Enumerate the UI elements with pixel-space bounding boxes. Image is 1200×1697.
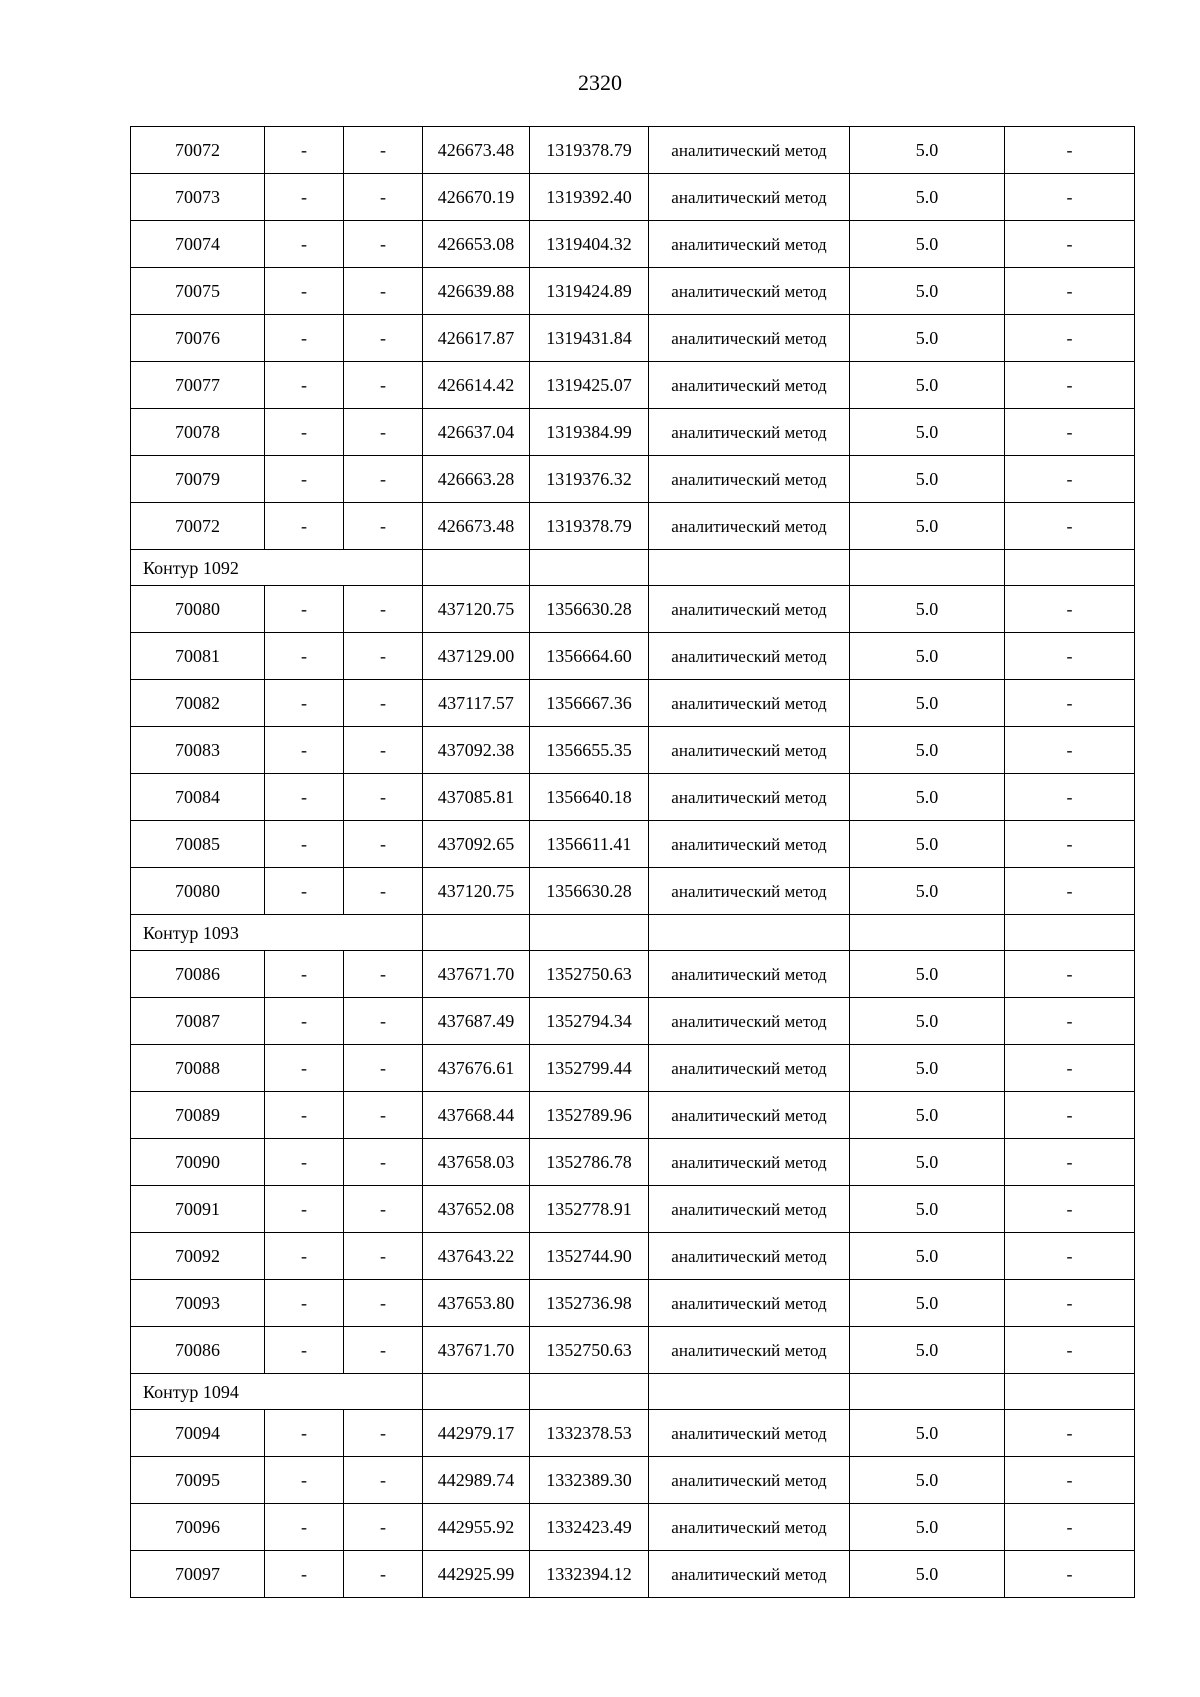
point-number-cell: 70084: [131, 774, 265, 821]
coordinate-x-cell: 437092.65: [423, 821, 530, 868]
dash-cell: -: [344, 821, 423, 868]
method-cell: аналитический метод: [649, 998, 850, 1045]
point-number-cell: 70085: [131, 821, 265, 868]
description-cell: -: [1005, 633, 1135, 680]
dash-cell: -: [344, 456, 423, 503]
coordinate-x-cell: 426653.08: [423, 221, 530, 268]
point-number-cell: 70087: [131, 998, 265, 1045]
table-row: [131, 633, 1135, 680]
table-row: [131, 1410, 1135, 1457]
dash-cell: -: [344, 680, 423, 727]
dash-cell: -: [265, 1410, 344, 1457]
table-row: [131, 586, 1135, 633]
method-cell: аналитический метод: [649, 409, 850, 456]
coordinate-x-cell: 442925.99: [423, 1551, 530, 1598]
dash-cell: -: [265, 868, 344, 915]
point-number-cell: 70079: [131, 456, 265, 503]
coordinate-y-cell: 1356667.36: [530, 680, 649, 727]
coordinate-x-cell: 426639.88: [423, 268, 530, 315]
description-cell: -: [1005, 821, 1135, 868]
empty-cell: [423, 1374, 530, 1410]
accuracy-cell: 5.0: [850, 727, 1005, 774]
description-cell: -: [1005, 503, 1135, 550]
accuracy-cell: 5.0: [850, 1551, 1005, 1598]
coordinate-x-cell: 426663.28: [423, 456, 530, 503]
description-cell: -: [1005, 315, 1135, 362]
coordinate-y-cell: 1356630.28: [530, 868, 649, 915]
accuracy-cell: 5.0: [850, 221, 1005, 268]
coordinate-x-cell: 437676.61: [423, 1045, 530, 1092]
description-cell: -: [1005, 1186, 1135, 1233]
dash-cell: -: [265, 1045, 344, 1092]
dash-cell: -: [265, 221, 344, 268]
coordinate-y-cell: 1356655.35: [530, 727, 649, 774]
description-cell: -: [1005, 268, 1135, 315]
coordinate-y-cell: 1352744.90: [530, 1233, 649, 1280]
method-cell: аналитический метод: [649, 868, 850, 915]
coordinate-x-cell: 437687.49: [423, 998, 530, 1045]
coordinate-y-cell: 1352786.78: [530, 1139, 649, 1186]
point-number-cell: 70073: [131, 174, 265, 221]
coordinate-y-cell: 1319378.79: [530, 503, 649, 550]
contour-label: Контур 1094: [131, 1374, 423, 1410]
accuracy-cell: 5.0: [850, 680, 1005, 727]
empty-cell: [850, 1374, 1005, 1410]
description-cell: -: [1005, 868, 1135, 915]
dash-cell: -: [265, 998, 344, 1045]
table-row: [131, 821, 1135, 868]
accuracy-cell: 5.0: [850, 868, 1005, 915]
table-row: [131, 1139, 1135, 1186]
empty-cell: [530, 915, 649, 951]
method-cell: аналитический метод: [649, 586, 850, 633]
accuracy-cell: 5.0: [850, 127, 1005, 174]
coordinate-x-cell: 426637.04: [423, 409, 530, 456]
empty-cell: [649, 915, 850, 951]
coordinate-x-cell: 426673.48: [423, 127, 530, 174]
empty-cell: [530, 1374, 649, 1410]
coordinate-y-cell: 1332423.49: [530, 1504, 649, 1551]
accuracy-cell: 5.0: [850, 1504, 1005, 1551]
point-number-cell: 70093: [131, 1280, 265, 1327]
point-number-cell: 70096: [131, 1504, 265, 1551]
empty-cell: [1005, 1374, 1135, 1410]
coordinate-y-cell: 1356611.41: [530, 821, 649, 868]
coordinate-y-cell: 1352799.44: [530, 1045, 649, 1092]
dash-cell: -: [265, 362, 344, 409]
coordinate-y-cell: 1319424.89: [530, 268, 649, 315]
accuracy-cell: 5.0: [850, 1327, 1005, 1374]
dash-cell: -: [265, 1186, 344, 1233]
dash-cell: -: [265, 1457, 344, 1504]
coordinate-x-cell: 437653.80: [423, 1280, 530, 1327]
description-cell: -: [1005, 1045, 1135, 1092]
description-cell: -: [1005, 774, 1135, 821]
dash-cell: -: [265, 1327, 344, 1374]
description-cell: -: [1005, 362, 1135, 409]
coordinate-y-cell: 1319425.07: [530, 362, 649, 409]
dash-cell: -: [265, 1233, 344, 1280]
dash-cell: -: [265, 456, 344, 503]
coordinate-y-cell: 1352789.96: [530, 1092, 649, 1139]
coordinate-x-cell: 437120.75: [423, 868, 530, 915]
contour-label: Контур 1093: [131, 915, 423, 951]
empty-cell: [1005, 915, 1135, 951]
dash-cell: -: [265, 127, 344, 174]
point-number-cell: 70092: [131, 1233, 265, 1280]
point-number-cell: 70088: [131, 1045, 265, 1092]
description-cell: -: [1005, 456, 1135, 503]
accuracy-cell: 5.0: [850, 1186, 1005, 1233]
coordinate-x-cell: 437658.03: [423, 1139, 530, 1186]
table-row: [131, 503, 1135, 550]
dash-cell: -: [265, 586, 344, 633]
coordinate-y-cell: 1332378.53: [530, 1410, 649, 1457]
empty-cell: [649, 550, 850, 586]
coordinate-y-cell: 1319378.79: [530, 127, 649, 174]
accuracy-cell: 5.0: [850, 1092, 1005, 1139]
accuracy-cell: 5.0: [850, 1410, 1005, 1457]
empty-cell: [649, 1374, 850, 1410]
dash-cell: -: [344, 503, 423, 550]
dash-cell: -: [344, 268, 423, 315]
table-row: [131, 774, 1135, 821]
point-number-cell: 70086: [131, 951, 265, 998]
dash-cell: -: [344, 1457, 423, 1504]
description-cell: -: [1005, 680, 1135, 727]
dash-cell: -: [344, 951, 423, 998]
coordinate-y-cell: 1356664.60: [530, 633, 649, 680]
method-cell: аналитический метод: [649, 1327, 850, 1374]
description-cell: -: [1005, 1551, 1135, 1598]
coordinate-y-cell: 1332389.30: [530, 1457, 649, 1504]
method-cell: аналитический метод: [649, 633, 850, 680]
description-cell: -: [1005, 127, 1135, 174]
method-cell: аналитический метод: [649, 1457, 850, 1504]
coordinate-x-cell: 437092.38: [423, 727, 530, 774]
coordinate-x-cell: 437668.44: [423, 1092, 530, 1139]
coordinate-y-cell: 1352736.98: [530, 1280, 649, 1327]
coordinate-y-cell: 1319392.40: [530, 174, 649, 221]
dash-cell: -: [265, 1504, 344, 1551]
coordinate-y-cell: 1319431.84: [530, 315, 649, 362]
coordinate-x-cell: 437643.22: [423, 1233, 530, 1280]
table-row: [131, 362, 1135, 409]
method-cell: аналитический метод: [649, 1045, 850, 1092]
accuracy-cell: 5.0: [850, 1280, 1005, 1327]
empty-cell: [530, 550, 649, 586]
coordinate-x-cell: 437671.70: [423, 951, 530, 998]
dash-cell: -: [344, 221, 423, 268]
empty-cell: [423, 915, 530, 951]
method-cell: аналитический метод: [649, 221, 850, 268]
dash-cell: -: [344, 174, 423, 221]
dash-cell: -: [344, 409, 423, 456]
method-cell: аналитический метод: [649, 680, 850, 727]
dash-cell: -: [265, 1280, 344, 1327]
description-cell: -: [1005, 1280, 1135, 1327]
dash-cell: -: [344, 1327, 423, 1374]
table-row: [131, 456, 1135, 503]
dash-cell: -: [265, 1139, 344, 1186]
point-number-cell: 70097: [131, 1551, 265, 1598]
description-cell: -: [1005, 1092, 1135, 1139]
method-cell: аналитический метод: [649, 727, 850, 774]
dash-cell: -: [344, 774, 423, 821]
accuracy-cell: 5.0: [850, 774, 1005, 821]
description-cell: -: [1005, 586, 1135, 633]
description-cell: -: [1005, 951, 1135, 998]
accuracy-cell: 5.0: [850, 503, 1005, 550]
table-body: [131, 127, 1135, 1598]
method-cell: аналитический метод: [649, 1186, 850, 1233]
table-row: [131, 1233, 1135, 1280]
table-row: [131, 221, 1135, 268]
dash-cell: -: [265, 633, 344, 680]
coordinate-x-cell: 426670.19: [423, 174, 530, 221]
point-number-cell: 70083: [131, 727, 265, 774]
table-row: [131, 1551, 1135, 1598]
page-number: 2320: [578, 70, 622, 95]
coordinate-y-cell: 1332394.12: [530, 1551, 649, 1598]
description-cell: -: [1005, 998, 1135, 1045]
coordinate-x-cell: 426673.48: [423, 503, 530, 550]
dash-cell: -: [265, 1092, 344, 1139]
description-cell: -: [1005, 174, 1135, 221]
description-cell: -: [1005, 1139, 1135, 1186]
contour-header-row: [131, 1374, 1135, 1410]
point-number-cell: 70077: [131, 362, 265, 409]
accuracy-cell: 5.0: [850, 362, 1005, 409]
dash-cell: -: [344, 998, 423, 1045]
dash-cell: -: [344, 1233, 423, 1280]
dash-cell: -: [265, 409, 344, 456]
table-row: [131, 268, 1135, 315]
method-cell: аналитический метод: [649, 951, 850, 998]
point-number-cell: 70080: [131, 868, 265, 915]
coordinates-table: [130, 126, 1135, 1598]
coordinate-x-cell: 442989.74: [423, 1457, 530, 1504]
point-number-cell: 70082: [131, 680, 265, 727]
coordinate-x-cell: 437652.08: [423, 1186, 530, 1233]
point-number-cell: 70074: [131, 221, 265, 268]
dash-cell: -: [265, 821, 344, 868]
description-cell: -: [1005, 409, 1135, 456]
dash-cell: -: [265, 774, 344, 821]
dash-cell: -: [344, 586, 423, 633]
accuracy-cell: 5.0: [850, 821, 1005, 868]
table-row: [131, 1045, 1135, 1092]
method-cell: аналитический метод: [649, 1233, 850, 1280]
accuracy-cell: 5.0: [850, 174, 1005, 221]
description-cell: -: [1005, 1410, 1135, 1457]
table-row: [131, 727, 1135, 774]
dash-cell: -: [344, 868, 423, 915]
coordinate-x-cell: 437117.57: [423, 680, 530, 727]
table-row: [131, 409, 1135, 456]
accuracy-cell: 5.0: [850, 1045, 1005, 1092]
method-cell: аналитический метод: [649, 1092, 850, 1139]
accuracy-cell: 5.0: [850, 633, 1005, 680]
accuracy-cell: 5.0: [850, 951, 1005, 998]
dash-cell: -: [265, 174, 344, 221]
point-number-cell: 70076: [131, 315, 265, 362]
description-cell: -: [1005, 1233, 1135, 1280]
accuracy-cell: 5.0: [850, 409, 1005, 456]
dash-cell: -: [344, 127, 423, 174]
dash-cell: -: [344, 1504, 423, 1551]
contour-header-row: [131, 915, 1135, 951]
dash-cell: -: [344, 633, 423, 680]
description-cell: -: [1005, 221, 1135, 268]
table-row: [131, 998, 1135, 1045]
point-number-cell: 70081: [131, 633, 265, 680]
table-row: [131, 174, 1135, 221]
dash-cell: -: [265, 727, 344, 774]
dash-cell: -: [344, 1092, 423, 1139]
accuracy-cell: 5.0: [850, 998, 1005, 1045]
coordinate-x-cell: 442979.17: [423, 1410, 530, 1457]
point-number-cell: 70078: [131, 409, 265, 456]
accuracy-cell: 5.0: [850, 1233, 1005, 1280]
coordinate-x-cell: 442955.92: [423, 1504, 530, 1551]
accuracy-cell: 5.0: [850, 268, 1005, 315]
description-cell: -: [1005, 1457, 1135, 1504]
dash-cell: -: [265, 951, 344, 998]
point-number-cell: 70095: [131, 1457, 265, 1504]
point-number-cell: 70094: [131, 1410, 265, 1457]
coordinate-y-cell: 1319376.32: [530, 456, 649, 503]
table-row: [131, 127, 1135, 174]
table-row: [131, 315, 1135, 362]
dash-cell: -: [344, 727, 423, 774]
method-cell: аналитический метод: [649, 821, 850, 868]
empty-cell: [850, 550, 1005, 586]
method-cell: аналитический метод: [649, 315, 850, 362]
point-number-cell: 70091: [131, 1186, 265, 1233]
method-cell: аналитический метод: [649, 1551, 850, 1598]
dash-cell: -: [344, 1410, 423, 1457]
table-row: [131, 1327, 1135, 1374]
coordinate-y-cell: 1356630.28: [530, 586, 649, 633]
method-cell: аналитический метод: [649, 1280, 850, 1327]
point-number-cell: 70072: [131, 503, 265, 550]
dash-cell: -: [344, 1045, 423, 1092]
dash-cell: -: [265, 680, 344, 727]
table-row: [131, 1186, 1135, 1233]
dash-cell: -: [344, 315, 423, 362]
dash-cell: -: [344, 1186, 423, 1233]
method-cell: аналитический метод: [649, 362, 850, 409]
dash-cell: -: [344, 1551, 423, 1598]
point-number-cell: 70075: [131, 268, 265, 315]
table-row: [131, 1457, 1135, 1504]
point-number-cell: 70090: [131, 1139, 265, 1186]
empty-cell: [850, 915, 1005, 951]
method-cell: аналитический метод: [649, 268, 850, 315]
method-cell: аналитический метод: [649, 503, 850, 550]
method-cell: аналитический метод: [649, 1504, 850, 1551]
coordinate-y-cell: 1352750.63: [530, 951, 649, 998]
accuracy-cell: 5.0: [850, 456, 1005, 503]
coordinate-y-cell: 1352778.91: [530, 1186, 649, 1233]
table-row: [131, 868, 1135, 915]
accuracy-cell: 5.0: [850, 586, 1005, 633]
table-row: [131, 1092, 1135, 1139]
dash-cell: -: [265, 268, 344, 315]
table-row: [131, 1504, 1135, 1551]
empty-cell: [423, 550, 530, 586]
accuracy-cell: 5.0: [850, 1457, 1005, 1504]
method-cell: аналитический метод: [649, 1410, 850, 1457]
table-row: [131, 680, 1135, 727]
method-cell: аналитический метод: [649, 456, 850, 503]
dash-cell: -: [265, 503, 344, 550]
coordinate-y-cell: 1352750.63: [530, 1327, 649, 1374]
method-cell: аналитический метод: [649, 1139, 850, 1186]
dash-cell: -: [265, 1551, 344, 1598]
point-number-cell: 70080: [131, 586, 265, 633]
accuracy-cell: 5.0: [850, 1139, 1005, 1186]
dash-cell: -: [344, 362, 423, 409]
coordinate-x-cell: 437671.70: [423, 1327, 530, 1374]
point-number-cell: 70072: [131, 127, 265, 174]
coordinate-x-cell: 437120.75: [423, 586, 530, 633]
method-cell: аналитический метод: [649, 174, 850, 221]
contour-header-row: [131, 550, 1135, 586]
point-number-cell: 70089: [131, 1092, 265, 1139]
dash-cell: -: [344, 1139, 423, 1186]
method-cell: аналитический метод: [649, 127, 850, 174]
coordinate-x-cell: 437085.81: [423, 774, 530, 821]
contour-label: Контур 1092: [131, 550, 423, 586]
table-row: [131, 1280, 1135, 1327]
accuracy-cell: 5.0: [850, 315, 1005, 362]
coordinate-y-cell: 1319384.99: [530, 409, 649, 456]
coordinate-y-cell: 1356640.18: [530, 774, 649, 821]
coordinate-y-cell: 1319404.32: [530, 221, 649, 268]
description-cell: -: [1005, 1504, 1135, 1551]
point-number-cell: 70086: [131, 1327, 265, 1374]
empty-cell: [1005, 550, 1135, 586]
description-cell: -: [1005, 1327, 1135, 1374]
dash-cell: -: [344, 1280, 423, 1327]
dash-cell: -: [265, 315, 344, 362]
description-cell: -: [1005, 727, 1135, 774]
coordinate-x-cell: 426617.87: [423, 315, 530, 362]
coordinate-x-cell: 426614.42: [423, 362, 530, 409]
method-cell: аналитический метод: [649, 774, 850, 821]
coordinate-x-cell: 437129.00: [423, 633, 530, 680]
coordinate-y-cell: 1352794.34: [530, 998, 649, 1045]
table-row: [131, 951, 1135, 998]
